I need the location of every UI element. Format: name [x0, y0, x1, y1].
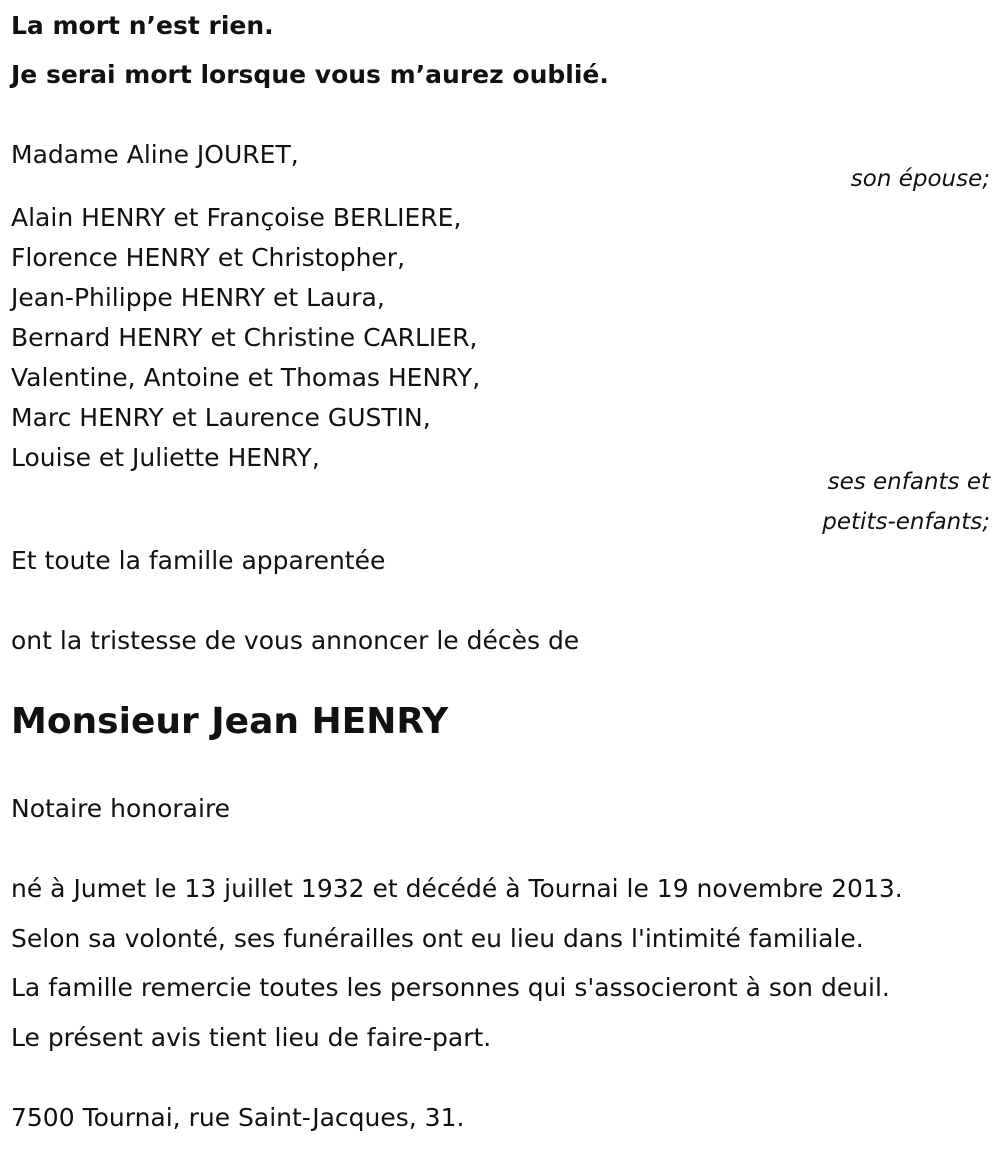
children-relation-line-1: ses enfants et: [827, 469, 990, 495]
child-line-1: Alain HENRY et Françoise BERLIERE,: [11, 203, 462, 232]
child-line-3: Jean-Philippe HENRY et Laura,: [11, 283, 385, 312]
spouse-relation: son épouse;: [850, 166, 990, 192]
announcement-line: ont la tristesse de vous annoncer le décès de: [11, 626, 580, 655]
child-line-6: Marc HENRY et Laurence GUSTIN,: [11, 403, 431, 432]
deceased-name: Monsieur Jean HENRY: [11, 701, 449, 742]
detail-line-1: né à Jumet le 13 juillet 1932 et décédé à Tournai le 19 novembre 2013.: [11, 874, 903, 903]
detail-line-2: Selon sa volonté, ses funérailles ont eu lieu dans l'intimité familiale.: [11, 924, 864, 953]
deceased-title: Notaire honoraire: [11, 794, 231, 823]
child-line-7: Louise et Juliette HENRY,: [11, 443, 320, 472]
child-line-4: Bernard HENRY et Christine CARLIER,: [11, 323, 478, 352]
detail-line-3: La famille remercie toutes les personnes qui s'associeront à son deuil.: [11, 973, 890, 1002]
detail-line-4: Le présent avis tient lieu de faire-part.: [11, 1023, 492, 1052]
child-line-5: Valentine, Antoine et Thomas HENRY,: [11, 363, 481, 392]
quote-line-2: Je serai mort lorsque vous m’aurez oublié.: [11, 60, 609, 89]
spouse-name: Madame Aline JOURET,: [11, 140, 299, 169]
quote-line-1: La mort n’est rien.: [11, 11, 274, 40]
address-line: 7500 Tournai, rue Saint-Jacques, 31.: [11, 1103, 465, 1132]
family-line: Et toute la famille apparentée: [11, 546, 386, 575]
children-relation-line-2: petits-enfants;: [822, 509, 990, 535]
child-line-2: Florence HENRY et Christopher,: [11, 243, 406, 272]
